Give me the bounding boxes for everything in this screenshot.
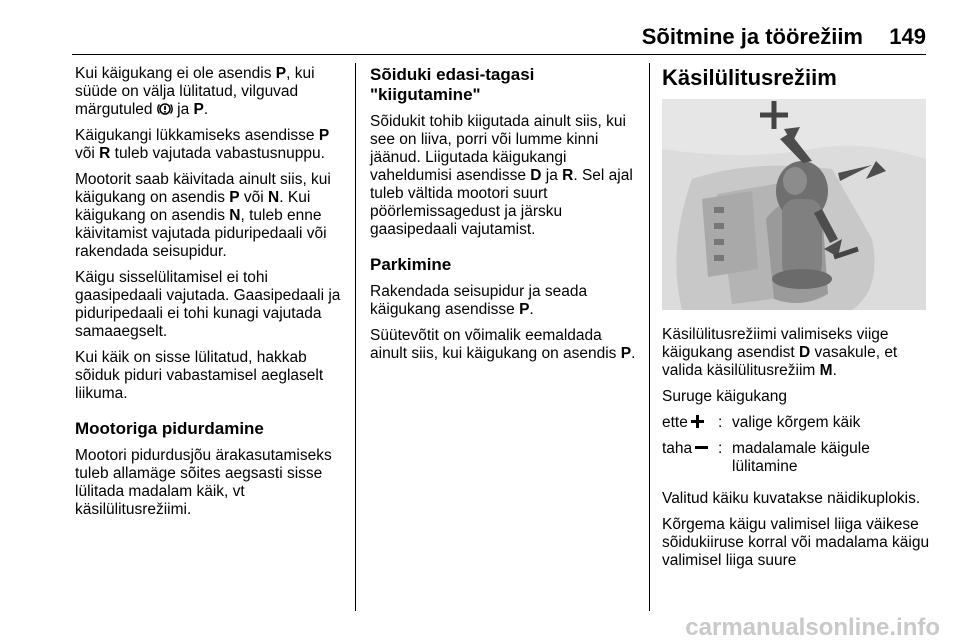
paragraph-p-warning: Kui käigukang ei ole asendis P, kui süüde on välja lülitatud, vilguvad märgutuled ja P. xyxy=(75,65,315,118)
header-rule xyxy=(72,54,926,55)
paragraph-parking: Rakendada seisupidur ja seada käigukang asendisse P. xyxy=(370,283,588,318)
paragraph-key-removal: Süütevõtit on võimalik eemaldada ainult siis, kui käigukang on asendis P. xyxy=(370,327,636,362)
column-2 xyxy=(370,65,636,371)
column-1 xyxy=(75,65,347,527)
def-row-backward: taha : madalamale käigule lülitamine xyxy=(662,440,870,475)
plus-icon xyxy=(691,415,704,428)
paragraph-speed-warning: Kõrgema käigu valimisel liiga väikese sõidukiiruse korral või madalama käigu valimisel liiga suure xyxy=(662,516,930,569)
paragraph-pedals: Käigu sisselülitamisel ei tohi gaasipedaali vajutada. Gaasipedaali ja piduripedaali ei tohi kunagi vajutada samaaegselt. xyxy=(75,269,341,340)
heading-engine-braking: Mootoriga pidurdamine xyxy=(75,419,264,438)
watermark: carmanualsonline.info xyxy=(685,614,940,641)
minus-icon xyxy=(695,441,708,454)
heading-rocking: Sõiduki edasi-tagasi "kiigutamine" xyxy=(370,65,535,104)
page-number: 149 xyxy=(889,24,926,49)
column-divider-1 xyxy=(355,63,356,611)
paragraph-display: Valitud käiku kuvatakse näidikuplokis. xyxy=(662,490,921,507)
paragraph-rocking: Sõidukit tohib kiigutada ainult siis, kui see on liiva, porri või lumme kinni jäänud. Liigutada käigukangi vaheldumisi asendisse D ja R. Sel ajal tuleb vältida mootori suurt pöörlemissagedust ja järsku gaasipedaali vajutamist. xyxy=(370,113,633,238)
def-row-forward: ette : valige kõrgem käik xyxy=(662,414,861,431)
paragraph-engine-start: Mootorit saab käivitada ainult siis, kui käigukang on asendis P või N. Kui käigukang on asendis N, tuleb enne käivitamist vajutada piduripedaali või rakendada seisupidur. xyxy=(75,171,331,260)
paragraph-engine-braking: Mootori pidurdusjõu ärakasutamiseks tuleb allamäge sõites aegsasti sisse lülitada madalam käik, vt käsilülitusrežiimi. xyxy=(75,447,332,518)
paragraph-creep: Kui käik on sisse lülitatud, hakkab sõiduk piduri vabastamisel aeglaselt liikuma. xyxy=(75,349,324,402)
gear-lever-illustration xyxy=(662,99,926,310)
paragraph-select-manual: Käsilülitusrežiimi valimiseks viige käigukang asendist D vasakule, et valida käsilülitusrežiim M. xyxy=(662,326,898,379)
brake-warning-icon xyxy=(157,101,173,118)
column-divider-2 xyxy=(649,63,650,611)
paragraph-push-lever: Suruge käigukang xyxy=(662,388,787,405)
heading-manual-mode: Käsilülitusrežiim xyxy=(662,65,837,90)
chapter-title: Sõitmine ja töörežiim xyxy=(641,24,863,49)
heading-parking: Parkimine xyxy=(370,255,452,274)
page-header xyxy=(0,0,960,60)
column-3 xyxy=(662,65,932,578)
paragraph-release-button: Käigukangi lükkamiseks asendisse P või R tuleb vajutada vabastusnuppu. xyxy=(75,127,330,162)
